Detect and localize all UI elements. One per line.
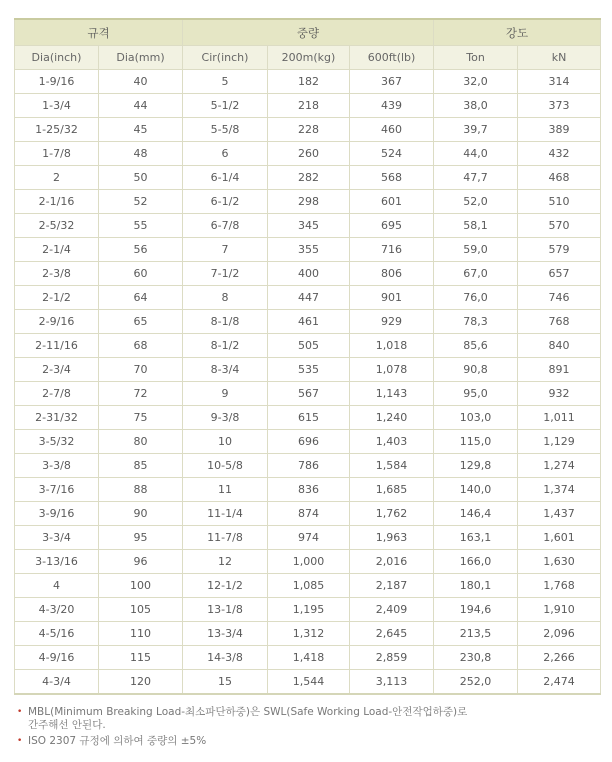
cell-dia-inch: 2-1/16 (15, 190, 99, 214)
cell-strength-ton: 115,0 (434, 430, 518, 454)
cell-dia-mm: 40 (99, 70, 183, 94)
cell-strength-ton: 52,0 (434, 190, 518, 214)
cell-dia-inch: 1-3/4 (15, 94, 99, 118)
cell-dia-mm: 88 (99, 478, 183, 502)
cell-weight-lb: 1,762 (350, 502, 434, 526)
table-row (15, 670, 601, 695)
table-row (15, 478, 601, 502)
cell-strength-kn: 570 (518, 214, 601, 238)
cell-strength-kn: 1,437 (518, 502, 601, 526)
cell-dia-inch: 1-9/16 (15, 70, 99, 94)
cell-dia-inch: 4-9/16 (15, 646, 99, 670)
cell-strength-kn: 1,374 (518, 478, 601, 502)
cell-strength-ton: 180,1 (434, 574, 518, 598)
table-row (15, 94, 601, 118)
group-header-strength: 강도 (434, 19, 601, 46)
cell-dia-inch: 3-9/16 (15, 502, 99, 526)
cell-cir-inch: 14-3/8 (183, 646, 268, 670)
table-row (15, 382, 601, 406)
note-text: 간주해선 안된다. (28, 719, 106, 731)
cell-strength-kn: 1,129 (518, 430, 601, 454)
cell-strength-kn: 510 (518, 190, 601, 214)
cell-strength-kn: 1,768 (518, 574, 601, 598)
cell-dia-inch: 2-5/32 (15, 214, 99, 238)
cell-weight-kg: 974 (268, 526, 350, 550)
cell-cir-inch: 6 (183, 142, 268, 166)
cell-cir-inch: 12-1/2 (183, 574, 268, 598)
notes-section (14, 706, 600, 748)
group-header-weight: 중량 (183, 19, 434, 46)
col-header-dia-mm: Dia(mm) (99, 46, 183, 70)
col-header-weight-kg: 200m(kg) (268, 46, 350, 70)
cell-dia-mm: 64 (99, 286, 183, 310)
cell-weight-kg: 1,000 (268, 550, 350, 574)
cell-cir-inch: 8-1/2 (183, 334, 268, 358)
cell-cir-inch: 7 (183, 238, 268, 262)
cell-weight-lb: 695 (350, 214, 434, 238)
cell-strength-ton: 213,5 (434, 622, 518, 646)
cell-weight-kg: 218 (268, 94, 350, 118)
note-text: ISO 2307 규정에 의하여 중량의 ±5% (28, 735, 207, 747)
cell-dia-inch: 2-31/32 (15, 406, 99, 430)
cell-weight-kg: 874 (268, 502, 350, 526)
cell-dia-inch: 2-7/8 (15, 382, 99, 406)
cell-strength-kn: 579 (518, 238, 601, 262)
cell-cir-inch: 5 (183, 70, 268, 94)
cell-strength-ton: 129,8 (434, 454, 518, 478)
cell-dia-inch: 4-3/4 (15, 670, 99, 695)
cell-weight-kg: 836 (268, 478, 350, 502)
cell-cir-inch: 7-1/2 (183, 262, 268, 286)
table-row (15, 166, 601, 190)
cell-weight-lb: 1,240 (350, 406, 434, 430)
cell-dia-inch: 4 (15, 574, 99, 598)
cell-strength-kn: 1,630 (518, 550, 601, 574)
cell-strength-kn: 2,096 (518, 622, 601, 646)
cell-dia-inch: 3-13/16 (15, 550, 99, 574)
cell-weight-kg: 535 (268, 358, 350, 382)
cell-cir-inch: 10-5/8 (183, 454, 268, 478)
cell-weight-kg: 282 (268, 166, 350, 190)
cell-weight-kg: 1,085 (268, 574, 350, 598)
cell-cir-inch: 9 (183, 382, 268, 406)
cell-weight-lb: 1,963 (350, 526, 434, 550)
table-row (15, 454, 601, 478)
cell-cir-inch: 15 (183, 670, 268, 695)
cell-strength-ton: 44,0 (434, 142, 518, 166)
cell-cir-inch: 12 (183, 550, 268, 574)
cell-weight-kg: 567 (268, 382, 350, 406)
cell-dia-mm: 90 (99, 502, 183, 526)
cell-dia-inch: 3-3/4 (15, 526, 99, 550)
cell-dia-mm: 96 (99, 550, 183, 574)
cell-weight-kg: 786 (268, 454, 350, 478)
cell-strength-ton: 39,7 (434, 118, 518, 142)
cell-dia-mm: 55 (99, 214, 183, 238)
cell-weight-kg: 447 (268, 286, 350, 310)
cell-weight-lb: 901 (350, 286, 434, 310)
cell-weight-kg: 615 (268, 406, 350, 430)
cell-strength-ton: 140,0 (434, 478, 518, 502)
cell-dia-mm: 48 (99, 142, 183, 166)
cell-dia-mm: 52 (99, 190, 183, 214)
cell-strength-kn: 2,266 (518, 646, 601, 670)
cell-weight-kg: 260 (268, 142, 350, 166)
cell-strength-ton: 85,6 (434, 334, 518, 358)
cell-dia-mm: 45 (99, 118, 183, 142)
cell-dia-mm: 80 (99, 430, 183, 454)
cell-dia-inch: 2-11/16 (15, 334, 99, 358)
bullet-icon: • (17, 707, 23, 717)
cell-strength-ton: 146,4 (434, 502, 518, 526)
cell-strength-ton: 78,3 (434, 310, 518, 334)
note-item (14, 735, 600, 748)
table-row (15, 622, 601, 646)
cell-strength-ton: 103,0 (434, 406, 518, 430)
table-row (15, 406, 601, 430)
cell-dia-inch: 4-5/16 (15, 622, 99, 646)
cell-strength-ton: 163,1 (434, 526, 518, 550)
cell-weight-lb: 2,187 (350, 574, 434, 598)
cell-strength-kn: 768 (518, 310, 601, 334)
col-header-kn: kN (518, 46, 601, 70)
table-row (15, 598, 601, 622)
note-item (14, 706, 600, 732)
cell-strength-kn: 1,601 (518, 526, 601, 550)
cell-dia-inch: 2-3/8 (15, 262, 99, 286)
cell-weight-lb: 460 (350, 118, 434, 142)
cell-dia-mm: 68 (99, 334, 183, 358)
cell-dia-mm: 120 (99, 670, 183, 695)
cell-dia-inch: 3-5/32 (15, 430, 99, 454)
rope-spec-table (14, 18, 601, 695)
cell-weight-kg: 355 (268, 238, 350, 262)
group-header-row (15, 19, 601, 46)
cell-strength-kn: 1,011 (518, 406, 601, 430)
cell-strength-ton: 166,0 (434, 550, 518, 574)
cell-dia-mm: 72 (99, 382, 183, 406)
table-row (15, 334, 601, 358)
cell-weight-lb: 716 (350, 238, 434, 262)
cell-cir-inch: 8 (183, 286, 268, 310)
table-row (15, 238, 601, 262)
cell-strength-kn: 314 (518, 70, 601, 94)
cell-dia-inch: 1-25/32 (15, 118, 99, 142)
table-row (15, 70, 601, 94)
cell-cir-inch: 8-3/4 (183, 358, 268, 382)
cell-weight-lb: 2,859 (350, 646, 434, 670)
cell-weight-lb: 806 (350, 262, 434, 286)
cell-strength-kn: 432 (518, 142, 601, 166)
cell-weight-lb: 1,403 (350, 430, 434, 454)
cell-strength-kn: 746 (518, 286, 601, 310)
cell-weight-lb: 524 (350, 142, 434, 166)
cell-strength-kn: 657 (518, 262, 601, 286)
table-row (15, 502, 601, 526)
cell-dia-mm: 105 (99, 598, 183, 622)
cell-weight-kg: 1,312 (268, 622, 350, 646)
cell-dia-inch: 2-9/16 (15, 310, 99, 334)
table-row (15, 526, 601, 550)
cell-dia-mm: 70 (99, 358, 183, 382)
table-row (15, 358, 601, 382)
col-header-weight-lb: 600ft(lb) (350, 46, 434, 70)
cell-dia-mm: 50 (99, 166, 183, 190)
cell-dia-mm: 95 (99, 526, 183, 550)
cell-dia-mm: 65 (99, 310, 183, 334)
table-row (15, 574, 601, 598)
cell-dia-mm: 115 (99, 646, 183, 670)
col-header-cir-inch: Cir(inch) (183, 46, 268, 70)
cell-dia-mm: 75 (99, 406, 183, 430)
cell-strength-kn: 373 (518, 94, 601, 118)
cell-weight-lb: 1,584 (350, 454, 434, 478)
cell-strength-ton: 230,8 (434, 646, 518, 670)
col-header-ton: Ton (434, 46, 518, 70)
cell-strength-kn: 840 (518, 334, 601, 358)
table-row (15, 646, 601, 670)
table-row (15, 262, 601, 286)
table-row (15, 118, 601, 142)
cell-weight-lb: 439 (350, 94, 434, 118)
cell-strength-ton: 194,6 (434, 598, 518, 622)
cell-strength-ton: 32,0 (434, 70, 518, 94)
cell-dia-inch: 4-3/20 (15, 598, 99, 622)
cell-weight-lb: 2,016 (350, 550, 434, 574)
cell-strength-ton: 90,8 (434, 358, 518, 382)
cell-weight-kg: 1,544 (268, 670, 350, 695)
table-row (15, 142, 601, 166)
cell-weight-lb: 3,113 (350, 670, 434, 695)
cell-strength-ton: 76,0 (434, 286, 518, 310)
cell-weight-lb: 929 (350, 310, 434, 334)
cell-cir-inch: 5-1/2 (183, 94, 268, 118)
bullet-icon: • (17, 736, 23, 746)
cell-strength-kn: 468 (518, 166, 601, 190)
cell-dia-inch: 2 (15, 166, 99, 190)
table-row (15, 286, 601, 310)
cell-strength-ton: 67,0 (434, 262, 518, 286)
cell-weight-kg: 1,418 (268, 646, 350, 670)
cell-strength-ton: 59,0 (434, 238, 518, 262)
cell-weight-lb: 1,018 (350, 334, 434, 358)
cell-strength-kn: 932 (518, 382, 601, 406)
cell-weight-kg: 461 (268, 310, 350, 334)
cell-cir-inch: 11-7/8 (183, 526, 268, 550)
cell-weight-lb: 1,078 (350, 358, 434, 382)
cell-dia-mm: 44 (99, 94, 183, 118)
cell-dia-mm: 60 (99, 262, 183, 286)
table-row (15, 430, 601, 454)
cell-weight-kg: 1,195 (268, 598, 350, 622)
cell-strength-kn: 891 (518, 358, 601, 382)
cell-cir-inch: 9-3/8 (183, 406, 268, 430)
cell-dia-mm: 100 (99, 574, 183, 598)
table-body (15, 70, 601, 695)
cell-strength-ton: 252,0 (434, 670, 518, 695)
cell-cir-inch: 5-5/8 (183, 118, 268, 142)
cell-dia-inch: 2-1/4 (15, 238, 99, 262)
table-row (15, 214, 601, 238)
cell-strength-ton: 47,7 (434, 166, 518, 190)
cell-strength-ton: 95,0 (434, 382, 518, 406)
cell-strength-kn: 1,274 (518, 454, 601, 478)
table-row (15, 550, 601, 574)
cell-weight-kg: 182 (268, 70, 350, 94)
cell-cir-inch: 11-1/4 (183, 502, 268, 526)
cell-weight-kg: 298 (268, 190, 350, 214)
cell-weight-kg: 696 (268, 430, 350, 454)
cell-strength-kn: 2,474 (518, 670, 601, 695)
cell-cir-inch: 10 (183, 430, 268, 454)
cell-cir-inch: 13-3/4 (183, 622, 268, 646)
cell-weight-lb: 2,409 (350, 598, 434, 622)
cell-weight-kg: 345 (268, 214, 350, 238)
cell-dia-inch: 3-7/16 (15, 478, 99, 502)
column-header-row (15, 46, 601, 70)
cell-strength-ton: 38,0 (434, 94, 518, 118)
cell-weight-lb: 2,645 (350, 622, 434, 646)
cell-weight-kg: 228 (268, 118, 350, 142)
cell-dia-mm: 56 (99, 238, 183, 262)
cell-dia-inch: 1-7/8 (15, 142, 99, 166)
cell-cir-inch: 8-1/8 (183, 310, 268, 334)
cell-weight-lb: 367 (350, 70, 434, 94)
cell-dia-mm: 85 (99, 454, 183, 478)
cell-strength-kn: 389 (518, 118, 601, 142)
cell-weight-lb: 1,143 (350, 382, 434, 406)
spec-table-container (14, 18, 600, 748)
cell-cir-inch: 6-7/8 (183, 214, 268, 238)
cell-strength-ton: 58,1 (434, 214, 518, 238)
cell-weight-lb: 568 (350, 166, 434, 190)
cell-strength-kn: 1,910 (518, 598, 601, 622)
cell-weight-lb: 601 (350, 190, 434, 214)
cell-weight-lb: 1,685 (350, 478, 434, 502)
cell-weight-kg: 505 (268, 334, 350, 358)
cell-cir-inch: 6-1/4 (183, 166, 268, 190)
group-header-spec: 규격 (15, 19, 183, 46)
cell-cir-inch: 6-1/2 (183, 190, 268, 214)
cell-cir-inch: 11 (183, 478, 268, 502)
cell-dia-inch: 2-3/4 (15, 358, 99, 382)
cell-weight-kg: 400 (268, 262, 350, 286)
note-text: MBL(Minimum Breaking Load-최소파단하중)은 SWL(Safe Working Load-안전작업하중)로 (28, 706, 468, 718)
col-header-dia-inch: Dia(inch) (15, 46, 99, 70)
table-row (15, 190, 601, 214)
cell-dia-mm: 110 (99, 622, 183, 646)
cell-dia-inch: 3-3/8 (15, 454, 99, 478)
table-row (15, 310, 601, 334)
cell-cir-inch: 13-1/8 (183, 598, 268, 622)
cell-dia-inch: 2-1/2 (15, 286, 99, 310)
